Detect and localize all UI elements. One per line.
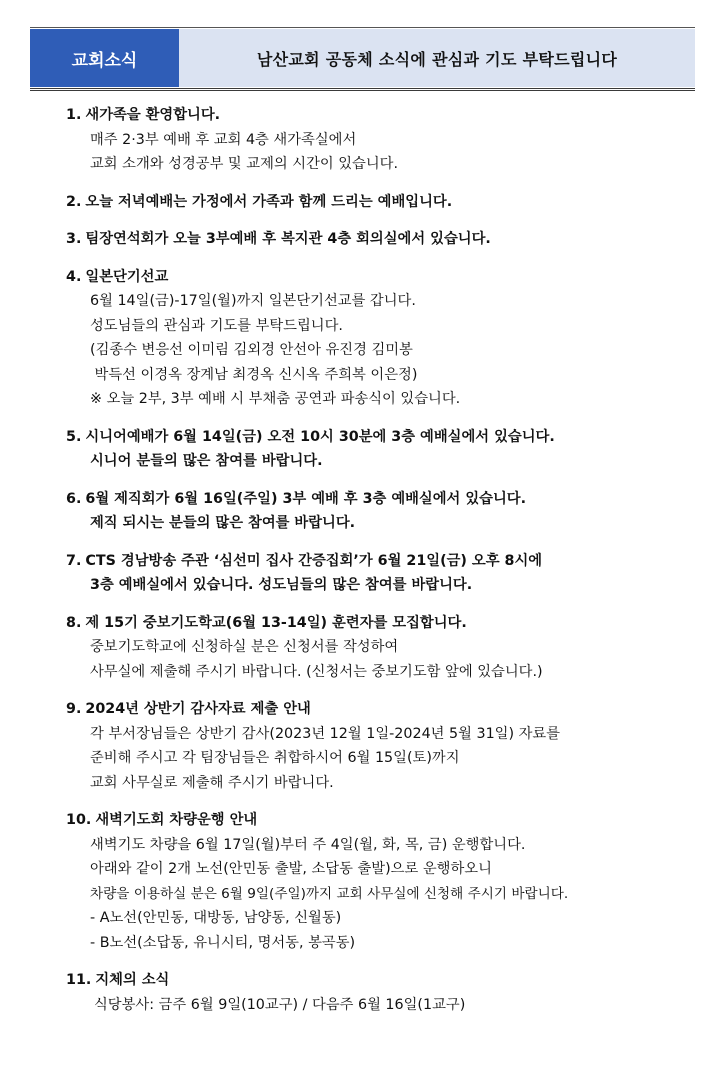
notice-title-cont: 시니어 분들의 많은 참여를 바랍니다. xyxy=(90,453,323,469)
section-title: 남산교회 공동체 소식에 관심과 기도 부탁드립니다 xyxy=(179,29,695,87)
notice-line: 성도님들의 관심과 기도를 부탁드립니다. xyxy=(90,317,343,334)
notice-item xyxy=(66,697,706,795)
notice-item xyxy=(66,425,706,474)
notice-line: 6월 14일(금)-17일(월)까지 일본단기선교를 갑니다. xyxy=(90,293,416,309)
notice-number: 9. xyxy=(66,701,82,717)
notice-number: 2. xyxy=(66,193,82,210)
notice-line: ※ 오늘 2부, 3부 예배 시 부채춤 공연과 파송식이 있습니다. xyxy=(90,391,461,407)
notice-line: 각 부서장님들은 상반기 감사(2023년 12월 1일-2024년 5월 31일) 자료를 xyxy=(90,725,561,742)
notice-item xyxy=(66,265,706,412)
notice-list xyxy=(66,103,706,1030)
notice-title: 팀장연석회가 오늘 3부예배 후 복지관 4층 회의실에서 있습니다. xyxy=(85,231,491,247)
notice-line: 교회 소개와 성경공부 및 교제의 시간이 있습니다. xyxy=(90,156,399,172)
notice-item xyxy=(66,487,706,536)
notice-line: 사무실에 제출해 주시기 바랍니다. (신청서는 중보기도함 앞에 있습니다.) xyxy=(90,663,543,680)
notice-title: 제 15기 중보기도학교(6월 13-14일) 훈련자를 모집합니다. xyxy=(85,614,467,631)
notice-line: 교회 사무실로 제출해 주시기 바랍니다. xyxy=(90,774,334,791)
notice-item xyxy=(66,968,706,1017)
notice-title: 새가족을 환영합니다. xyxy=(85,107,221,123)
notice-number: 11. xyxy=(66,972,92,988)
notice-title: 시니어예배가 6월 14일(금) 오전 10시 30분에 3층 예배실에서 있습니다. xyxy=(85,428,555,445)
notice-title: 새벽기도회 차량운행 안내 xyxy=(95,812,258,828)
notice-line: 매주 2·3부 예배 후 교회 4층 새가족실에서 xyxy=(90,131,357,148)
notice-item xyxy=(66,227,706,252)
notice-title-cont: 3층 예배실에서 있습니다. 성도님들의 많은 참여를 바랍니다. xyxy=(90,577,473,593)
notice-number: 8. xyxy=(66,614,82,631)
notice-number: 6. xyxy=(66,490,82,507)
bulletin-header xyxy=(30,27,695,91)
section-tab: 교회소식 xyxy=(30,29,179,87)
notice-line: 박득선 이경옥 장계남 최경옥 신시옥 주희복 이은정) xyxy=(90,366,418,383)
notice-line: 중보기도학교에 신청하실 분은 신청서를 작성하여 xyxy=(90,639,399,655)
notice-line: - A노선(안민동, 대방동, 남양동, 신월동) xyxy=(90,910,342,926)
notice-number: 4. xyxy=(66,268,82,285)
notice-item xyxy=(66,549,706,598)
notice-number: 1. xyxy=(66,107,82,123)
notice-title: CTS 경남방송 주관 ‘심선미 집사 간증집회’가 6월 21일(금) 오후 8시에 xyxy=(85,552,543,569)
notice-line: 차량을 이용하실 분은 6월 9일(주일)까지 교회 사무실에 신청해 주시기 바랍니다. xyxy=(90,885,569,902)
notice-title: 오늘 저녁예배는 가정에서 가족과 함께 드리는 예배입니다. xyxy=(85,193,453,210)
notice-title: 2024년 상반기 감사자료 제출 안내 xyxy=(85,701,311,717)
notice-item xyxy=(66,611,706,685)
notice-number: 10. xyxy=(66,812,92,828)
notice-title-cont: 제직 되시는 분들의 많은 참여를 바랍니다. xyxy=(90,515,356,531)
notice-title: 6월 제직회가 6월 16일(주일) 3부 예배 후 3층 예배실에서 있습니다. xyxy=(85,490,527,507)
notice-number: 7. xyxy=(66,552,82,569)
notice-line: 식당봉사: 금주 6월 9일(10교구) / 다음주 6월 16일(1교구) xyxy=(94,996,466,1013)
notice-title: 지체의 소식 xyxy=(95,972,170,988)
notice-title: 일본단기선교 xyxy=(85,268,169,285)
notice-item xyxy=(66,103,706,177)
notice-number: 5. xyxy=(66,428,82,445)
notice-number: 3. xyxy=(66,231,82,247)
notice-item xyxy=(66,190,706,215)
notice-line: 준비해 주시고 각 팀장님들은 취합하시어 6월 15일(토)까지 xyxy=(90,750,460,766)
notice-line: (김종수 변응선 이미림 김외경 안선아 유진경 김미봉 xyxy=(90,342,413,358)
notice-line: 새벽기도 차량을 6월 17일(월)부터 주 4일(월, 화, 목, 금) 운행합니다. xyxy=(90,836,526,853)
notice-line: - B노선(소답동, 유니시티, 명서동, 봉곡동) xyxy=(90,934,356,951)
notice-line: 아래와 같이 2개 노선(안민동 출발, 소답동 출발)으로 운행하오니 xyxy=(90,861,492,877)
notice-item xyxy=(66,808,706,955)
